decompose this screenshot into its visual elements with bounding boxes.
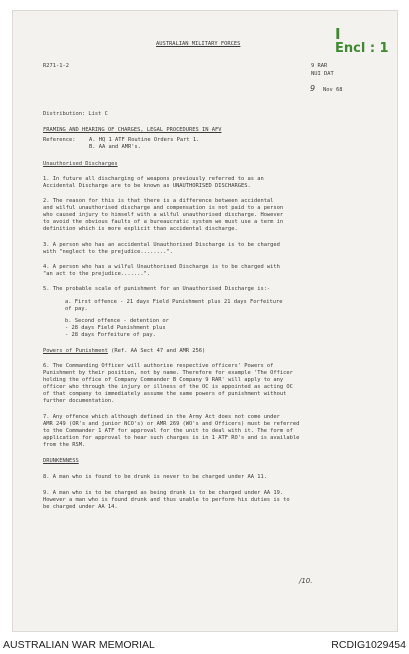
paragraph-6-line: 6. The Commanding Officer will authorise respective officers' Powers of	[43, 363, 274, 369]
paragraph-2-line: and wilful unauthorised discharge and compensation is not paid to a person	[43, 205, 284, 211]
paragraph-8: 8. A man who is found to be drunk is never to be charged under AA 11.	[43, 474, 267, 480]
section-heading-powers	[43, 348, 205, 355]
paragraph-9-line: 9. A man who is to be charged as being drunk is to be charged under AA 19.	[43, 490, 284, 496]
paragraph-5b-line: - 28 days Forfeiture of pay.	[65, 332, 156, 338]
paragraph-4-line: "an act to the prejudice.......".	[43, 271, 151, 277]
paragraph-6-line: of that company to immediately assume the same powers of punishment without	[43, 391, 287, 397]
letterhead: AUSTRALIAN MILITARY FORCES	[156, 41, 241, 47]
annotation-mark: I	[335, 25, 341, 43]
continuation-marker: /10.	[299, 577, 313, 585]
paragraph-2-line: 2. The reason for this is that there is a difference between accidental	[43, 198, 274, 204]
reference-b: B. AA and AMR's.	[89, 144, 141, 150]
paragraph-5a-line: of pay.	[65, 306, 88, 312]
paragraph-2-line: who caused injury to himself with a wilful unauthorised discharge. However	[43, 212, 284, 218]
paragraph-7-line: AMR 249 (OR's and junior NCO's) or AMR 269 (WO's and Officers) must be referred	[43, 421, 300, 427]
paragraph-7-line: to the Commander 1 ATF for approval for the unit to deal with it. The form of	[43, 428, 293, 434]
reference-a: A. HQ 1 ATF Routine Orders Part 1.	[89, 137, 200, 143]
location: NUI DAT	[311, 71, 334, 77]
paragraph-5a-line: a. First offence - 21 days Field Punishment plus 21 days Forfeiture	[65, 299, 283, 305]
paragraph-6-line: further documentation.	[43, 398, 115, 404]
paragraph-9-line: be charged under AA 14.	[43, 504, 118, 510]
archive-name: AUSTRALIAN WAR MEMORIAL	[3, 639, 155, 651]
paragraph-1-line: 1. In future all discharging of weapons previously referred to as an	[43, 176, 264, 182]
paragraph-1-line: Accidental Discharge are to be known as UNAUTHORISED DISCHARGES.	[43, 183, 251, 189]
paragraph-5b-line: b. Second offence - detention or	[65, 318, 169, 324]
archive-record-id: RCDIG1029454	[331, 639, 406, 651]
document-page	[12, 10, 398, 632]
paragraph-6-line: Punishment by their position, not by name. Therefore for example 'The Officer	[43, 370, 293, 376]
enclosure-annotation: Encl : 1	[335, 41, 389, 56]
paragraph-5: 5. The probable scale of punishment for an Unauthorised Discharge is:-	[43, 286, 271, 292]
paragraph-7-line: from the RSM.	[43, 442, 86, 448]
file-reference: R271-1-2	[43, 63, 69, 69]
reference-label: Reference:	[43, 137, 76, 143]
paragraph-3-line: 3. A person who has an accidental Unauthorised Discharge is to be charged	[43, 242, 280, 248]
powers-heading-reference: (Ref. AA Sect 47 and AMR 256)	[107, 348, 206, 354]
paragraph-2-line: to avoid the obvious faults of a bureaucratic system we must use a term in	[43, 219, 284, 225]
date: Nov 68	[323, 87, 343, 93]
paragraph-6-line: officer who through the injury or illness of the OC is appointed as acting OC	[43, 384, 293, 390]
unit-name: 9 RAR	[311, 63, 328, 69]
paragraph-7-line: application for approval to hear such charges is in 1 ATF RO's and is available	[43, 435, 300, 441]
section-heading-drunkenness: DRUNKENNESS	[43, 458, 79, 464]
archive-footer	[0, 636, 409, 654]
paragraph-6-line: holding the office of Company Commander B Company 9 RAR' will apply to any	[43, 377, 284, 383]
paragraph-9-line: However a man who is found drunk and thus unable to perform his duties is to	[43, 497, 290, 503]
paragraph-3-line: with "neglect to the prejudice........".	[43, 249, 173, 255]
date-day-handwritten: 9	[310, 84, 316, 93]
paragraph-4-line: 4. A person who has a wilful Unauthorised Discharge is to be charged with	[43, 264, 280, 270]
paragraph-7-line: 7. Any offence which although defined in the Army Act does not come under	[43, 414, 280, 420]
powers-heading-text: Powers of Punishment	[43, 348, 108, 354]
subject-heading: FRAMING AND HEARING OF CHARGES, LEGAL PROCEDURES IN AFV	[43, 127, 222, 133]
paragraph-5b-line: - 28 days Field Punishment plus	[65, 325, 166, 331]
paragraph-2-line: definition which is more explicit than accidental discharge.	[43, 226, 238, 232]
distribution: Distribution: List C	[43, 111, 108, 117]
section-heading-discharges: Unauthorised Discharges	[43, 161, 118, 167]
